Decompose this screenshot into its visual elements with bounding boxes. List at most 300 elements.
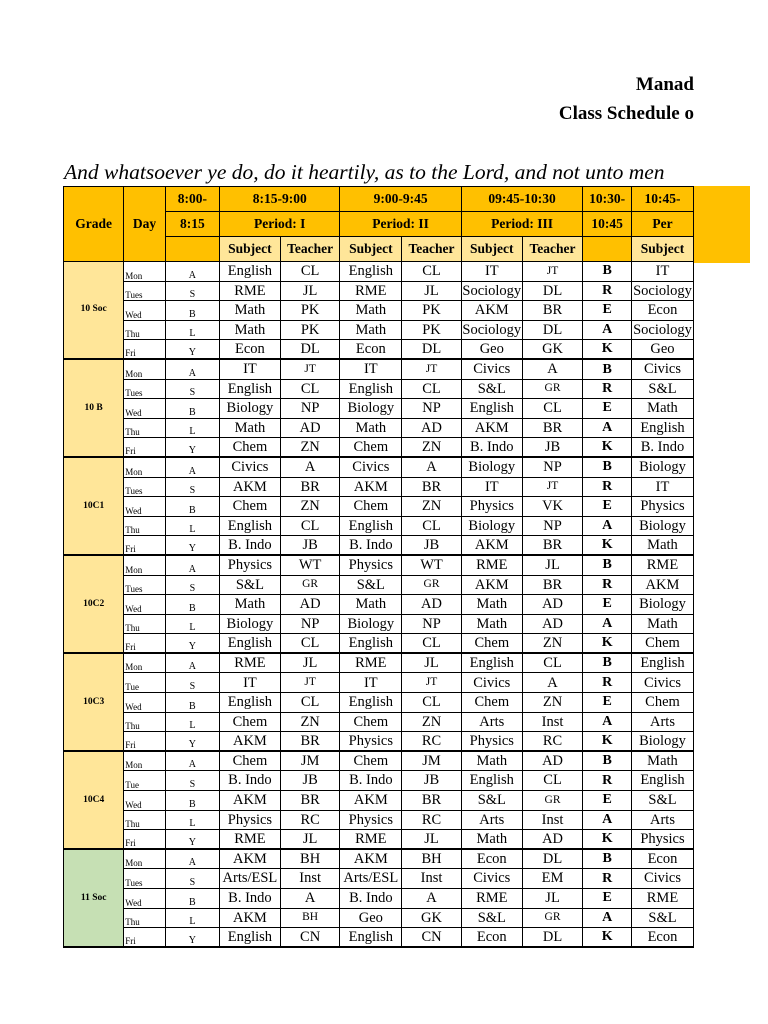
teacher-cell: ZN	[402, 497, 462, 517]
break-letter: E	[583, 399, 632, 419]
teacher-cell: VK	[522, 497, 583, 517]
subject-cell: AKM	[220, 791, 281, 811]
break-letter: E	[583, 595, 632, 615]
subject-cell: Chem	[220, 712, 281, 732]
time-cell: 10:30-	[583, 187, 632, 212]
subject-cell: English	[631, 771, 693, 791]
teacher-cell: CL	[522, 771, 583, 791]
break-letter: K	[583, 340, 632, 360]
subject-cell: Math	[461, 595, 522, 615]
break-letter: B	[583, 653, 632, 673]
subject-cell: Physics	[340, 555, 402, 575]
teacher-cell: AD	[402, 595, 462, 615]
break-letter: A	[583, 712, 632, 732]
day-cell: Wed	[124, 791, 165, 811]
subject-header: Subject	[340, 237, 402, 262]
subject-cell: English	[461, 771, 522, 791]
teacher-cell: JB	[402, 536, 462, 556]
break-letter: A	[165, 555, 219, 575]
teacher-cell: CL	[402, 634, 462, 654]
teacher-cell: CL	[522, 399, 583, 419]
teacher-cell: DL	[522, 928, 583, 948]
subject-cell: Chem	[340, 712, 402, 732]
subject-cell: B. Indo	[340, 771, 402, 791]
table-row	[64, 673, 694, 693]
teacher-cell: WT	[402, 555, 462, 575]
subject-cell: English	[340, 516, 402, 536]
subject-cell: AKM	[631, 575, 693, 595]
teacher-cell: JT	[522, 262, 583, 282]
teacher-cell: DL	[522, 281, 583, 301]
subject-cell: English	[220, 693, 281, 713]
time-cell: 10:45	[583, 212, 632, 237]
subject-cell: IT	[220, 673, 281, 693]
table-row	[64, 536, 694, 556]
day-cell: Fri	[124, 340, 165, 360]
teacher-cell: BR	[522, 575, 583, 595]
subject-cell: English	[220, 379, 281, 399]
subject-cell: RME	[631, 889, 693, 909]
subject-cell: Civics	[220, 457, 281, 477]
subject-cell: Math	[461, 614, 522, 634]
subject-cell: Sociology	[461, 281, 522, 301]
teacher-cell: AD	[280, 595, 340, 615]
subject-cell: English	[340, 693, 402, 713]
break-letter: A	[165, 457, 219, 477]
teacher-cell: A	[280, 457, 340, 477]
subject-cell: AKM	[220, 908, 281, 928]
table-row	[64, 614, 694, 634]
day-cell: Wed	[124, 595, 165, 615]
subject-cell: B. Indo	[220, 771, 281, 791]
period-cell: Period: I	[220, 212, 340, 237]
subject-cell: Sociology	[461, 320, 522, 340]
subject-cell: Math	[461, 830, 522, 850]
teacher-cell: ZN	[280, 497, 340, 517]
subject-cell: English	[340, 262, 402, 282]
teacher-cell: CL	[280, 262, 340, 282]
teacher-cell: NP	[402, 614, 462, 634]
break-letter: A	[165, 751, 219, 771]
grade-cell: 10C2	[64, 555, 124, 653]
teacher-cell: BR	[280, 791, 340, 811]
day-cell: Fri	[124, 732, 165, 752]
subject-cell: Biology	[631, 595, 693, 615]
teacher-cell: NP	[522, 457, 583, 477]
subject-cell: English	[220, 634, 281, 654]
teacher-cell: BH	[280, 908, 340, 928]
subject-cell: AKM	[220, 477, 281, 497]
table-row	[64, 869, 694, 889]
subject-cell: Econ	[631, 928, 693, 948]
subject-cell: Physics	[220, 810, 281, 830]
subject-cell: Physics	[340, 810, 402, 830]
table-row	[64, 320, 694, 340]
teacher-cell: ZN	[522, 693, 583, 713]
teacher-cell: JT	[280, 673, 340, 693]
break-letter: B	[165, 693, 219, 713]
subject-cell: Math	[340, 595, 402, 615]
break-letter: B	[165, 399, 219, 419]
subject-cell: English	[340, 928, 402, 948]
teacher-cell: CN	[280, 928, 340, 948]
break-letter: B	[583, 555, 632, 575]
subject-cell: Math	[340, 320, 402, 340]
teacher-cell: NP	[402, 399, 462, 419]
day-cell: Mon	[124, 359, 165, 379]
break-letter: B	[583, 849, 632, 869]
break-letter: A	[583, 614, 632, 634]
day-cell: Thu	[124, 614, 165, 634]
teacher-cell: CL	[402, 693, 462, 713]
break-letter: K	[583, 732, 632, 752]
grade-cell: 10C1	[64, 457, 124, 555]
break-letter: K	[583, 536, 632, 556]
teacher-cell: RC	[402, 810, 462, 830]
break-letter: K	[583, 634, 632, 654]
day-header: Day	[124, 187, 165, 262]
day-cell: Thu	[124, 908, 165, 928]
table-row	[64, 477, 694, 497]
teacher-cell: JB	[280, 536, 340, 556]
subject-cell: RME	[220, 830, 281, 850]
break-letter: Y	[165, 732, 219, 752]
break-letter: R	[583, 869, 632, 889]
day-cell: Tue	[124, 673, 165, 693]
table-row	[64, 438, 694, 458]
break-letter: E	[583, 791, 632, 811]
schedule-body	[64, 262, 694, 948]
subject-cell: Biology	[461, 457, 522, 477]
teacher-cell: CL	[402, 262, 462, 282]
table-row	[64, 418, 694, 438]
subject-cell: Physics	[461, 497, 522, 517]
teacher-cell: AD	[522, 614, 583, 634]
teacher-cell: A	[522, 359, 583, 379]
teacher-cell: JL	[522, 889, 583, 909]
break-letter: K	[583, 928, 632, 948]
subject-header: Subject	[631, 237, 693, 262]
teacher-cell: ZN	[280, 438, 340, 458]
teacher-cell: JM	[280, 751, 340, 771]
day-cell: Thu	[124, 712, 165, 732]
teacher-cell: BH	[402, 849, 462, 869]
table-row	[64, 653, 694, 673]
teacher-cell: GK	[522, 340, 583, 360]
table-row	[64, 575, 694, 595]
break-letter: R	[583, 379, 632, 399]
subject-cell: Biology	[340, 399, 402, 419]
subject-cell: Biology	[631, 457, 693, 477]
teacher-cell: AD	[522, 595, 583, 615]
day-cell: Thu	[124, 418, 165, 438]
subject-cell: B. Indo	[220, 536, 281, 556]
teacher-cell: BR	[402, 791, 462, 811]
subject-cell: Arts	[631, 712, 693, 732]
subject-cell: Biology	[220, 399, 281, 419]
subject-cell: Civics	[340, 457, 402, 477]
teacher-cell: JT	[402, 359, 462, 379]
teacher-cell: AD	[522, 830, 583, 850]
table-row	[64, 262, 694, 282]
break-letter: L	[165, 516, 219, 536]
subject-cell: English	[631, 653, 693, 673]
teacher-cell: DL	[522, 849, 583, 869]
teacher-cell: EM	[522, 869, 583, 889]
subject-cell: B. Indo	[220, 889, 281, 909]
teacher-cell: JL	[402, 653, 462, 673]
break-letter: S	[165, 673, 219, 693]
subject-cell: IT	[220, 359, 281, 379]
day-cell: Fri	[124, 928, 165, 948]
day-cell: Thu	[124, 320, 165, 340]
teacher-cell: GR	[522, 908, 583, 928]
grade-cell: 10C3	[64, 653, 124, 751]
subject-cell: AKM	[340, 791, 402, 811]
day-cell: Fri	[124, 634, 165, 654]
break-letter: Y	[165, 830, 219, 850]
teacher-cell: ZN	[402, 712, 462, 732]
teacher-cell: GR	[280, 575, 340, 595]
table-row	[64, 693, 694, 713]
break-letter: Y	[165, 634, 219, 654]
break-letter: E	[583, 693, 632, 713]
subject-cell: S&L	[461, 379, 522, 399]
subject-cell: English	[340, 634, 402, 654]
break-letter: A	[583, 908, 632, 928]
subject-cell: Civics	[631, 673, 693, 693]
break-letter: A	[583, 516, 632, 536]
subject-cell: Chem	[461, 634, 522, 654]
break-letter: B	[583, 359, 632, 379]
teacher-cell: PK	[280, 320, 340, 340]
subject-cell: Arts/ESL	[220, 869, 281, 889]
teacher-cell: PK	[402, 301, 462, 321]
day-cell: Wed	[124, 693, 165, 713]
break-letter: E	[583, 497, 632, 517]
table-row	[64, 928, 694, 948]
teacher-cell: Inst	[522, 810, 583, 830]
subject-cell: Math	[631, 614, 693, 634]
table-row	[64, 281, 694, 301]
subject-cell: Chem	[340, 497, 402, 517]
subject-cell: English	[461, 653, 522, 673]
subject-cell: English	[220, 262, 281, 282]
teacher-cell: WT	[280, 555, 340, 575]
time-cell: 8:15-9:00	[220, 187, 340, 212]
table-row	[64, 712, 694, 732]
break-letter: B	[165, 497, 219, 517]
subject-cell: Geo	[631, 340, 693, 360]
break-letter: R	[583, 477, 632, 497]
break-letter: E	[583, 301, 632, 321]
break-letter: A	[583, 320, 632, 340]
teacher-cell: JL	[522, 555, 583, 575]
break-letter: L	[165, 908, 219, 928]
teacher-cell: JL	[280, 830, 340, 850]
subject-cell: AKM	[220, 849, 281, 869]
day-cell: Mon	[124, 457, 165, 477]
teacher-header: Teacher	[280, 237, 340, 262]
teacher-cell: RC	[280, 810, 340, 830]
subject-cell: Chem	[340, 438, 402, 458]
teacher-cell: Inst	[280, 869, 340, 889]
subject-cell: Econ	[220, 340, 281, 360]
subject-cell: Math	[631, 751, 693, 771]
subject-cell: AKM	[461, 418, 522, 438]
subject-cell: AKM	[461, 536, 522, 556]
day-cell: Mon	[124, 653, 165, 673]
subject-cell: Econ	[631, 301, 693, 321]
table-row	[64, 301, 694, 321]
subject-cell: Math	[631, 399, 693, 419]
subject-cell: AKM	[340, 849, 402, 869]
teacher-cell: A	[280, 889, 340, 909]
subject-cell: English	[340, 379, 402, 399]
table-row	[64, 810, 694, 830]
subject-cell: RME	[220, 281, 281, 301]
break-letter: R	[583, 673, 632, 693]
subject-cell: English	[220, 928, 281, 948]
day-cell: Wed	[124, 889, 165, 909]
subject-cell: IT	[461, 477, 522, 497]
subject-cell: Geo	[461, 340, 522, 360]
day-cell: Wed	[124, 497, 165, 517]
subject-cell: Math	[220, 595, 281, 615]
teacher-cell: GR	[522, 791, 583, 811]
teacher-cell: BR	[280, 732, 340, 752]
teacher-cell: BR	[280, 477, 340, 497]
teacher-cell: NP	[280, 399, 340, 419]
table-row	[64, 399, 694, 419]
subject-cell: AKM	[461, 301, 522, 321]
subject-cell: AKM	[461, 575, 522, 595]
break-letter: B	[583, 457, 632, 477]
subject-cell: Econ	[340, 340, 402, 360]
teacher-cell: JT	[522, 477, 583, 497]
day-cell: Tue	[124, 771, 165, 791]
motto: And whatsoever ye do, do it heartily, as to the Lord, and not unto men	[64, 160, 665, 184]
subject-cell: B. Indo	[340, 536, 402, 556]
teacher-cell: NP	[522, 516, 583, 536]
break-letter: A	[165, 359, 219, 379]
teacher-cell: Inst	[402, 869, 462, 889]
teacher-cell: CL	[280, 379, 340, 399]
subject-cell: Math	[461, 751, 522, 771]
subject-cell: RME	[220, 653, 281, 673]
table-row	[64, 732, 694, 752]
teacher-cell: BR	[402, 477, 462, 497]
period-cell: Period: II	[340, 212, 461, 237]
break-letter: Y	[165, 438, 219, 458]
day-cell: Thu	[124, 810, 165, 830]
subject-cell: IT	[631, 262, 693, 282]
teacher-cell: ZN	[280, 712, 340, 732]
break-letter: A	[165, 653, 219, 673]
subject-cell: Civics	[461, 673, 522, 693]
subject-cell: RME	[461, 555, 522, 575]
subject-cell: Physics	[340, 732, 402, 752]
grade-cell: 10C4	[64, 751, 124, 849]
teacher-cell: PK	[280, 301, 340, 321]
subject-cell: RME	[340, 281, 402, 301]
teacher-cell: CL	[402, 379, 462, 399]
teacher-header: Teacher	[402, 237, 462, 262]
table-row	[64, 379, 694, 399]
day-cell: Tues	[124, 281, 165, 301]
teacher-cell: BH	[280, 849, 340, 869]
teacher-cell: CL	[280, 634, 340, 654]
day-cell: Tues	[124, 477, 165, 497]
subject-cell: Arts/ESL	[340, 869, 402, 889]
table-row	[64, 751, 694, 771]
subject-cell: Chem	[220, 438, 281, 458]
header-row-1	[64, 187, 694, 212]
subtitle: Class Schedule o	[558, 103, 694, 124]
break-letter: B	[165, 595, 219, 615]
blank-cell	[583, 237, 632, 262]
subject-cell: IT	[631, 477, 693, 497]
subject-cell: English	[631, 418, 693, 438]
day-cell: Tues	[124, 575, 165, 595]
break-letter: L	[165, 418, 219, 438]
subject-cell: Chem	[340, 751, 402, 771]
subject-cell: IT	[340, 359, 402, 379]
subject-cell: Civics	[461, 869, 522, 889]
subject-cell: AKM	[340, 477, 402, 497]
teacher-cell: RC	[402, 732, 462, 752]
time-cell: 9:00-9:45	[340, 187, 461, 212]
teacher-cell: A	[402, 457, 462, 477]
break-letter: S	[165, 575, 219, 595]
subject-cell: Math	[340, 301, 402, 321]
teacher-cell: DL	[522, 320, 583, 340]
break-letter: Y	[165, 536, 219, 556]
day-cell: Mon	[124, 555, 165, 575]
subject-cell: S&L	[340, 575, 402, 595]
period-cell: Per	[631, 212, 693, 237]
table-row	[64, 908, 694, 928]
teacher-cell: JB	[402, 771, 462, 791]
grade-cell: 10 Soc	[64, 262, 124, 360]
day-cell: Thu	[124, 516, 165, 536]
teacher-cell: JL	[280, 653, 340, 673]
subject-cell: English	[220, 516, 281, 536]
subject-cell: Biology	[220, 614, 281, 634]
subject-cell: Chem	[631, 693, 693, 713]
table-row	[64, 849, 694, 869]
teacher-cell: CL	[402, 516, 462, 536]
table-row	[64, 595, 694, 615]
subject-cell: Arts	[631, 810, 693, 830]
day-cell: Fri	[124, 830, 165, 850]
teacher-cell: BR	[522, 301, 583, 321]
day-cell: Mon	[124, 849, 165, 869]
subject-cell: Econ	[461, 928, 522, 948]
teacher-cell: NP	[280, 614, 340, 634]
subject-cell: Biology	[340, 614, 402, 634]
subject-cell: Geo	[340, 908, 402, 928]
subject-cell: Civics	[461, 359, 522, 379]
teacher-cell: CN	[402, 928, 462, 948]
table-row	[64, 497, 694, 517]
subject-cell: Chem	[631, 634, 693, 654]
time-cell: 10:45-	[631, 187, 693, 212]
break-letter: A	[165, 849, 219, 869]
break-letter: L	[165, 712, 219, 732]
table-row	[64, 555, 694, 575]
teacher-cell: JL	[280, 281, 340, 301]
